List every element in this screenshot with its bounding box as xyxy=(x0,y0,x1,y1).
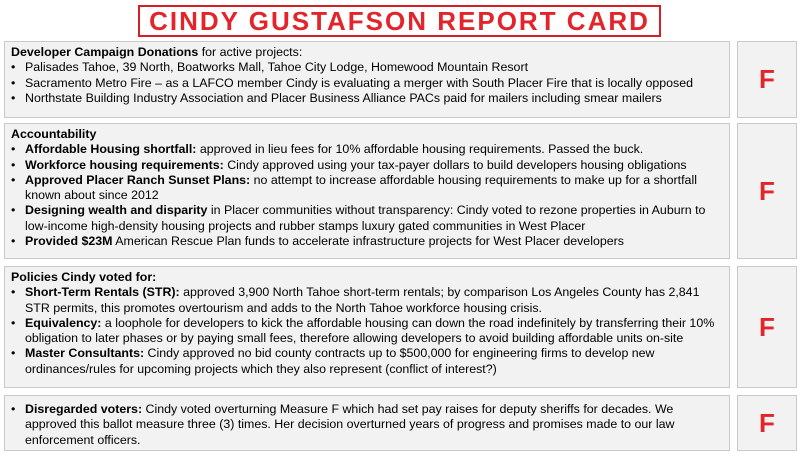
item-text: Palisades Tahoe, 39 North, Boatworks Mall, Tahoe City Lodge, Homewood Mountain Resort xyxy=(25,60,529,75)
list-item xyxy=(11,173,723,204)
item-text: Cindy voted overturning Measure F which had set pay raises for deputy sheriffs for decades. We approved this ballot measure three (3) times. Her decision overturned years of progress and promises made to our law enforcement officers. xyxy=(25,402,675,447)
item-list xyxy=(11,402,723,448)
item-text: Cindy approved no bid county contracts up to $500,000 for engineering firms to develop new ordinances/rules for upcoming projects which they also represent (conflict of interest?) xyxy=(25,346,655,376)
item-bold: Workforce housing requirements: xyxy=(25,157,224,172)
item-text: Cindy approved using your tax-payer dollars to build developers housing obligations xyxy=(223,157,687,172)
section-header-rest: for active projects: xyxy=(198,45,303,59)
list-item xyxy=(11,234,723,249)
section-accountability xyxy=(4,123,730,259)
item-list xyxy=(11,285,723,377)
section-donations xyxy=(4,41,730,118)
item-bold: Affordable Housing shortfall: xyxy=(25,142,197,157)
item-bold: Designing wealth and disparity xyxy=(25,203,208,218)
item-text: a loophole for developers to kick the affordable housing can down the road indefinitely by transferring their 10% obligation to later phases or by paying small fees, therefore allowing developers to avoid building affordable units on-site xyxy=(25,315,715,346)
list-item xyxy=(11,316,723,347)
item-bold: Equivalency: xyxy=(25,315,102,330)
item-text: Sacramento Metro Fire – as a LAFCO member Cindy is evaluating a merger with South Placer Fire that is locally opposed xyxy=(25,75,694,90)
section-header xyxy=(11,127,723,142)
section-header-bold: Developer Campaign Donations xyxy=(11,45,199,59)
section-header xyxy=(11,270,723,285)
grade-policies: F xyxy=(737,266,797,388)
item-text: American Rescue Plan funds to accelerate infrastructure projects for West Placer developers xyxy=(112,234,624,249)
item-text: Northstate Building Industry Association and Placer Business Alliance PACs paid for mailers including smear mailers xyxy=(25,90,662,105)
item-bold: Approved Placer Ranch Sunset Plans: xyxy=(25,172,251,187)
list-item xyxy=(11,60,723,75)
item-text: approved in lieu fees for 10% affordable housing requirements. Passed the buck. xyxy=(196,142,644,157)
item-bold: Short-Term Rentals (STR): xyxy=(25,285,180,300)
item-list xyxy=(11,142,723,249)
list-item xyxy=(11,158,723,173)
item-text: in Placer communities without transparency: Cindy voted to rezone properties in Auburn to low-income high-density housing projects and rubber stamps luxury gated communities in West Placer xyxy=(25,203,706,233)
section-header xyxy=(11,45,723,60)
item-bold: Provided $23M xyxy=(25,234,113,249)
list-item xyxy=(11,346,723,377)
list-item xyxy=(11,142,723,157)
list-item xyxy=(11,203,723,234)
item-text: approved 3,900 North Tahoe short-term rentals; by comparison Los Angeles County has 2,841 STR permits, this promotes overtourism and adds to the North Tahoe workforce housing crisis. xyxy=(25,285,700,315)
section-policies xyxy=(4,266,730,388)
section-voters xyxy=(4,395,730,451)
item-list xyxy=(11,60,723,106)
item-text: no attempt to increase affordable housing requirements to make up for a shortfall known about since 2012 xyxy=(25,172,697,203)
report-card-title: CINDY GUSTAFSON REPORT CARD xyxy=(138,5,661,37)
grade-accountability: F xyxy=(737,123,797,259)
list-item xyxy=(11,285,723,316)
item-bold: Master Consultants: xyxy=(25,346,145,361)
list-item xyxy=(11,91,723,106)
grade-donations: F xyxy=(737,41,797,118)
item-bold: Disregarded voters: xyxy=(25,402,143,416)
section-header-bold: Policies Cindy voted for: xyxy=(11,270,157,284)
grade-voters: F xyxy=(737,395,797,451)
list-item xyxy=(11,76,723,91)
section-header-bold: Accountability xyxy=(11,127,97,141)
list-item xyxy=(11,402,723,448)
